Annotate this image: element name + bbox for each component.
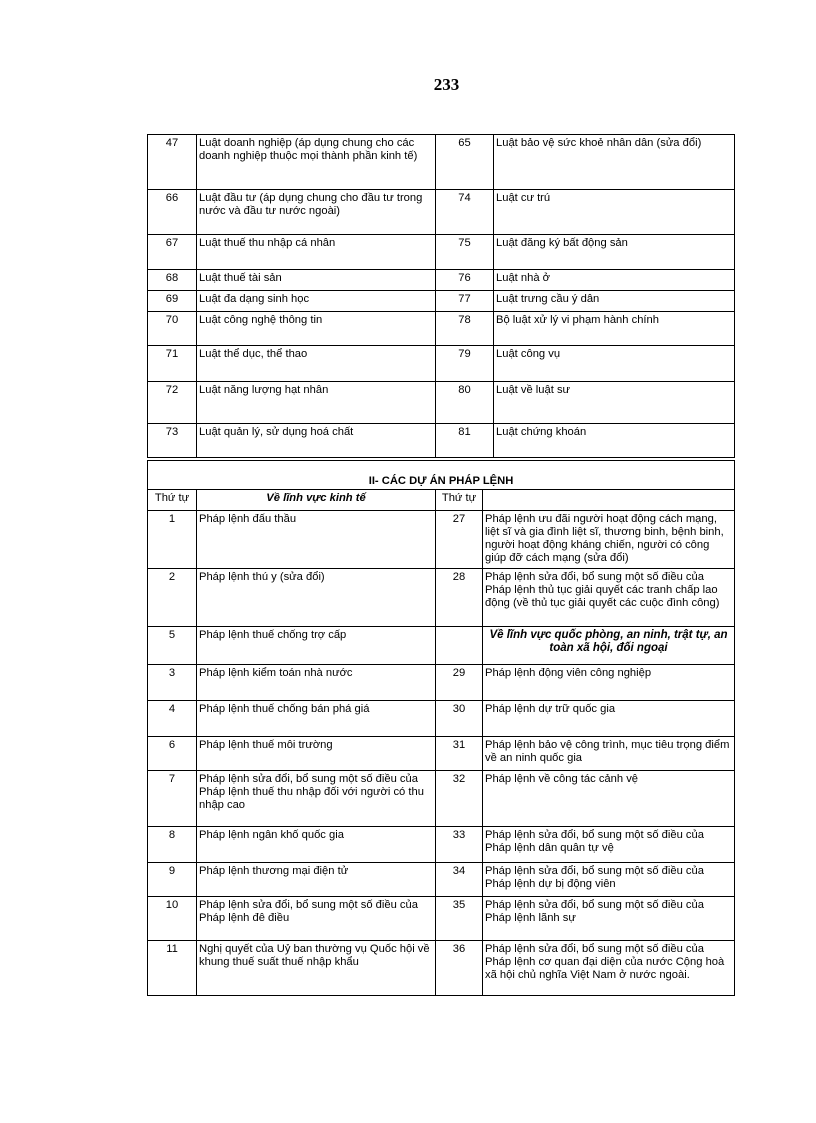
table-row xyxy=(148,382,735,424)
item-title: Pháp lệnh động viên công nghiệp xyxy=(483,665,735,701)
order-number: 11 xyxy=(148,941,197,996)
item-title: Pháp lệnh thuế chống trợ cấp xyxy=(197,627,436,665)
order-number: 78 xyxy=(436,312,494,346)
item-title: Pháp lệnh sửa đổi, bổ sung một số điều của Pháp lệnh thuế thu nhập đối với người có thu nhập cao xyxy=(197,771,436,827)
order-number: 4 xyxy=(148,701,197,737)
section-title: II- CÁC DỰ ÁN PHÁP LỆNH xyxy=(148,461,735,490)
header-order-2: Thứ tự xyxy=(436,490,483,511)
order-number: 79 xyxy=(436,346,494,382)
item-title: Pháp lệnh sửa đổi, bổ sung một số điều của Pháp lệnh đê điều xyxy=(197,897,436,941)
order-number: 34 xyxy=(436,863,483,897)
item-title: Pháp lệnh ngân khố quốc gia xyxy=(197,827,436,863)
item-title: Pháp lệnh dự trữ quốc gia xyxy=(483,701,735,737)
order-number xyxy=(436,627,483,665)
item-title: Luật nhà ở xyxy=(494,270,735,291)
order-number: 32 xyxy=(436,771,483,827)
order-number: 74 xyxy=(436,190,494,235)
item-title: Luật thuế thu nhập cá nhân xyxy=(197,235,436,270)
table-row xyxy=(148,511,735,569)
item-title: Về lĩnh vực quốc phòng, an ninh, trật tự, an toàn xã hội, đối ngoại xyxy=(483,627,735,665)
item-title: Luật bảo vệ sức khoẻ nhân dân (sửa đổi) xyxy=(494,135,735,190)
order-number: 66 xyxy=(148,190,197,235)
table-row xyxy=(148,235,735,270)
item-title: Pháp lệnh sửa đổi, bổ sung một số điều của Pháp lệnh lãnh sự xyxy=(483,897,735,941)
item-title: Luật trưng cầu ý dân xyxy=(494,291,735,312)
item-title: Pháp lệnh sửa đổi, bổ sung một số điều của Pháp lệnh dự bị động viên xyxy=(483,863,735,897)
laws-table xyxy=(147,134,735,458)
table-row xyxy=(148,771,735,827)
item-title: Luật công vụ xyxy=(494,346,735,382)
table-row xyxy=(148,941,735,996)
order-number: 2 xyxy=(148,569,197,627)
page-number: 233 xyxy=(433,75,460,94)
item-title: Nghị quyết của Uỷ ban thường vụ Quốc hội về khung thuế suất thuế nhập khẩu xyxy=(197,941,436,996)
table-row xyxy=(148,627,735,665)
item-title: Pháp lệnh thương mại điện tử xyxy=(197,863,436,897)
order-number: 29 xyxy=(436,665,483,701)
table-row xyxy=(148,135,735,190)
order-number: 3 xyxy=(148,665,197,701)
order-number: 72 xyxy=(148,382,197,424)
table-row xyxy=(148,701,735,737)
table-row xyxy=(148,863,735,897)
item-title: Pháp lệnh sửa đổi, bổ sung một số điều của Pháp lệnh thủ tục giải quyết các tranh chấp lao động (về thủ tục giải quyết các cuộc đình công) xyxy=(483,569,735,627)
item-title: Bộ luật xử lý vi phạm hành chính xyxy=(494,312,735,346)
order-number: 77 xyxy=(436,291,494,312)
item-title: Luật doanh nghiệp (áp dụng chung cho các doanh nghiệp thuộc mọi thành phần kinh tế) xyxy=(197,135,436,190)
item-title: Luật thuế tài sản xyxy=(197,270,436,291)
item-title: Luật cư trú xyxy=(494,190,735,235)
order-number: 76 xyxy=(436,270,494,291)
item-title: Luật về luật sư xyxy=(494,382,735,424)
table-row xyxy=(148,897,735,941)
order-number: 70 xyxy=(148,312,197,346)
item-title: Luật năng lượng hạt nhân xyxy=(197,382,436,424)
order-number: 27 xyxy=(436,511,483,569)
item-title: Luật chứng khoán xyxy=(494,424,735,458)
order-number: 31 xyxy=(436,737,483,771)
table-row xyxy=(148,827,735,863)
order-number: 35 xyxy=(436,897,483,941)
order-number: 36 xyxy=(436,941,483,996)
item-title: Pháp lệnh thuế môi trường xyxy=(197,737,436,771)
order-number: 1 xyxy=(148,511,197,569)
order-number: 65 xyxy=(436,135,494,190)
order-number: 47 xyxy=(148,135,197,190)
header-order-1: Thứ tự xyxy=(148,490,197,511)
table-row xyxy=(148,270,735,291)
order-number: 5 xyxy=(148,627,197,665)
table-row xyxy=(148,346,735,382)
order-number: 30 xyxy=(436,701,483,737)
item-title: Luật quản lý, sử dụng hoá chất xyxy=(197,424,436,458)
table-row xyxy=(148,190,735,235)
order-number: 75 xyxy=(436,235,494,270)
order-number: 28 xyxy=(436,569,483,627)
item-title: Luật đăng ký bất động sản xyxy=(494,235,735,270)
item-title: Pháp lệnh kiểm toán nhà nước xyxy=(197,665,436,701)
item-title: Pháp lệnh ưu đãi người hoạt động cách mạng, liệt sĩ và gia đình liệt sĩ, thương binh, bệnh binh, người hoạt động kháng chiến, người có công giúp đỡ cách mạng (sửa đổi) xyxy=(483,511,735,569)
item-title: Luật đầu tư (áp dụng chung cho đầu tư trong nước và đầu tư nước ngoài) xyxy=(197,190,436,235)
item-title: Pháp lệnh bảo vệ công trình, mục tiêu trọng điểm về an ninh quốc gia xyxy=(483,737,735,771)
item-title: Pháp lệnh sửa đổi, bổ sung một số điều của Pháp lệnh dân quân tự vệ xyxy=(483,827,735,863)
order-number: 71 xyxy=(148,346,197,382)
header-economic-field: Về lĩnh vực kinh tế xyxy=(197,490,436,511)
table-row xyxy=(148,291,735,312)
table-row xyxy=(148,737,735,771)
order-number: 33 xyxy=(436,827,483,863)
item-title: Pháp lệnh thuế chống bán phá giá xyxy=(197,701,436,737)
order-number: 68 xyxy=(148,270,197,291)
order-number: 80 xyxy=(436,382,494,424)
item-title: Luật thể dục, thể thao xyxy=(197,346,436,382)
order-number: 67 xyxy=(148,235,197,270)
order-number: 8 xyxy=(148,827,197,863)
table-row xyxy=(148,312,735,346)
order-number: 6 xyxy=(148,737,197,771)
order-number: 73 xyxy=(148,424,197,458)
item-title: Luật đa dạng sinh học xyxy=(197,291,436,312)
table-row xyxy=(148,424,735,458)
item-title: Pháp lệnh thú y (sửa đổi) xyxy=(197,569,436,627)
table-row xyxy=(148,665,735,701)
item-title: Pháp lệnh sửa đổi, bổ sung một số điều của Pháp lệnh cơ quan đại diện của nước Cộng hoà xã hội chủ nghĩa Việt Nam ở nước ngoài. xyxy=(483,941,735,996)
order-number: 69 xyxy=(148,291,197,312)
item-title: Pháp lệnh về công tác cảnh vệ xyxy=(483,771,735,827)
header-col4 xyxy=(483,490,735,511)
item-title: Pháp lệnh đấu thầu xyxy=(197,511,436,569)
ordinances-table xyxy=(147,460,735,996)
order-number: 7 xyxy=(148,771,197,827)
order-number: 10 xyxy=(148,897,197,941)
table-row xyxy=(148,569,735,627)
item-title: Luật công nghệ thông tin xyxy=(197,312,436,346)
order-number: 9 xyxy=(148,863,197,897)
order-number: 81 xyxy=(436,424,494,458)
